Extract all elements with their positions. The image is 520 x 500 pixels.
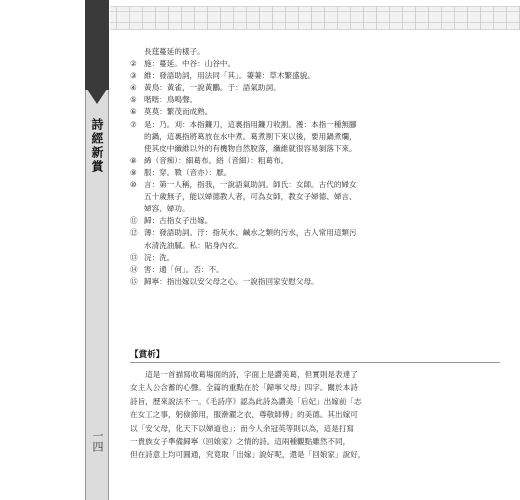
annotation-line bbox=[130, 252, 508, 264]
section-heading: 【賞析】 bbox=[130, 348, 500, 363]
annotation-line bbox=[130, 131, 508, 143]
annotation-line bbox=[130, 82, 508, 94]
annotation-number: ⑩ bbox=[130, 180, 137, 190]
annotation-line bbox=[130, 203, 508, 215]
annotation-text: 維：發語助詞，用法同「其」。萋萋：草木繁盛貌。 bbox=[144, 71, 315, 81]
annotation-text: 是：乃。刈：本指鐮刀，這裏指用鐮刀收割。濩：本指一種無腳 bbox=[144, 119, 357, 129]
body-line: 以「安父母，化天下以婦道也」；而今人余冠英等則以為，這是打寫 bbox=[130, 423, 355, 433]
annotation-line bbox=[130, 215, 508, 227]
annotation-number: ⑦ bbox=[130, 119, 137, 129]
annotation-line bbox=[130, 94, 508, 106]
annotation-line bbox=[130, 106, 508, 118]
annotation-number: ⑮ bbox=[130, 276, 138, 286]
running-head-title: 詩經新賞 bbox=[90, 118, 104, 174]
annotation-text: 水清洗油膩。私：貼身內衣。 bbox=[144, 240, 243, 250]
annotation-text: 喈喈：鳥鳴聲。 bbox=[144, 95, 198, 105]
appreciation-body bbox=[130, 368, 502, 462]
annotation-number: ⑭ bbox=[130, 264, 138, 274]
annotation-number: ⑤ bbox=[130, 95, 137, 105]
annotation-line bbox=[130, 240, 508, 252]
annotation-text: 五十歲無子，能以婦德教人者，可為女師，教女子婦德、婦言、 bbox=[144, 192, 357, 202]
annotation-line bbox=[130, 58, 508, 70]
body-line: 在女工之事，躬儉節用，服澣濯之衣，尊敬師傅」的美德。其出嫁可 bbox=[130, 410, 358, 420]
annotation-text: 的鍋，這裏指將葛放在水中煮。葛煮割下來以後，要用鍋煮爛， bbox=[144, 131, 357, 141]
body-line: 這是一首描寫收葛場面的詩，字面上是讚美葛，但實則是表達了 bbox=[130, 370, 358, 379]
body-line: 一貴族女子準備歸寧（回娘家）之情的詩。這兩種觀點雖然不同， bbox=[130, 437, 351, 447]
annotation-number: ④ bbox=[130, 83, 137, 93]
annotation-line bbox=[130, 70, 508, 82]
annotation-text: 黃鳥：黃雀，一說黃鸝。于：語氣助詞。 bbox=[144, 83, 281, 93]
body-line: 詩旨，歷來說法不一。《毛詩序》認為此詩為讚美「后妃」出嫁前「志 bbox=[130, 396, 362, 406]
annotation-number: ⑬ bbox=[130, 252, 138, 262]
body-line: 女主人公含蓄的心聲。全篇的重點在於「歸寧父母」四字。關於本詩 bbox=[130, 383, 358, 393]
annotation-text: 莫莫：繁茂而成熟。 bbox=[144, 107, 213, 117]
annotation-number: ② bbox=[130, 59, 137, 69]
annotation-list bbox=[130, 46, 508, 288]
annotation-text: 絺（音痴）：細葛布。綌（音細）：粗葛布。 bbox=[144, 155, 289, 165]
annotation-text: 服：穿。斁（音亦）：厭。 bbox=[144, 167, 232, 177]
annotation-line bbox=[130, 119, 508, 131]
annotation-text: 婦容、婦功。 bbox=[144, 204, 190, 214]
annotation-text: 施：蔓延。中谷：山谷中。 bbox=[144, 59, 236, 69]
annotation-number: ⑨ bbox=[130, 167, 137, 177]
annotation-line bbox=[130, 167, 508, 179]
annotation-line bbox=[130, 264, 508, 276]
annotation-line bbox=[130, 227, 508, 239]
annotation-number: ⑫ bbox=[130, 228, 138, 238]
annotation-line bbox=[130, 179, 508, 191]
annotation-text: 薄：發語助詞。汙：指灰水、鹹水之類的污水，古人常用這類污 bbox=[144, 228, 357, 238]
annotation-line bbox=[130, 46, 508, 58]
annotation-number: ⑪ bbox=[130, 216, 138, 226]
annotation-line bbox=[130, 191, 508, 203]
annotation-text: 歸：古指女子出嫁。 bbox=[144, 216, 213, 226]
annotation-number: ⑥ bbox=[130, 107, 137, 117]
annotation-line bbox=[130, 143, 508, 155]
annotation-number: ⑧ bbox=[130, 155, 137, 165]
annotation-text: 浣：洗。 bbox=[144, 252, 175, 262]
annotation-text: 長莛蔓延的樣子。 bbox=[144, 47, 205, 56]
annotation-number: ③ bbox=[130, 71, 137, 81]
annotation-text: 害：通「何」。否：不。 bbox=[144, 264, 224, 274]
decorative-fret-border bbox=[110, 6, 520, 30]
annotation-line bbox=[130, 276, 508, 288]
annotation-line bbox=[130, 155, 508, 167]
annotation-text: 使其皮中纖維以外的有機物自然脫落，纖維就很容易剝落下來。 bbox=[144, 143, 357, 153]
annotation-text: 言：第一人稱，指我，一說語氣助詞。師氏：女師。古代的婦女 bbox=[144, 180, 357, 190]
body-line: 但在詩意上均可圓通，究竟取「出嫁」說好呢，還是「回娘家」說好， bbox=[130, 450, 366, 460]
page-number: 一四 bbox=[91, 430, 104, 452]
side-margin-header-block bbox=[85, 0, 109, 90]
annotation-text: 歸寧：指出嫁以安父母之心。一說指回家安慰父母。 bbox=[144, 276, 319, 286]
